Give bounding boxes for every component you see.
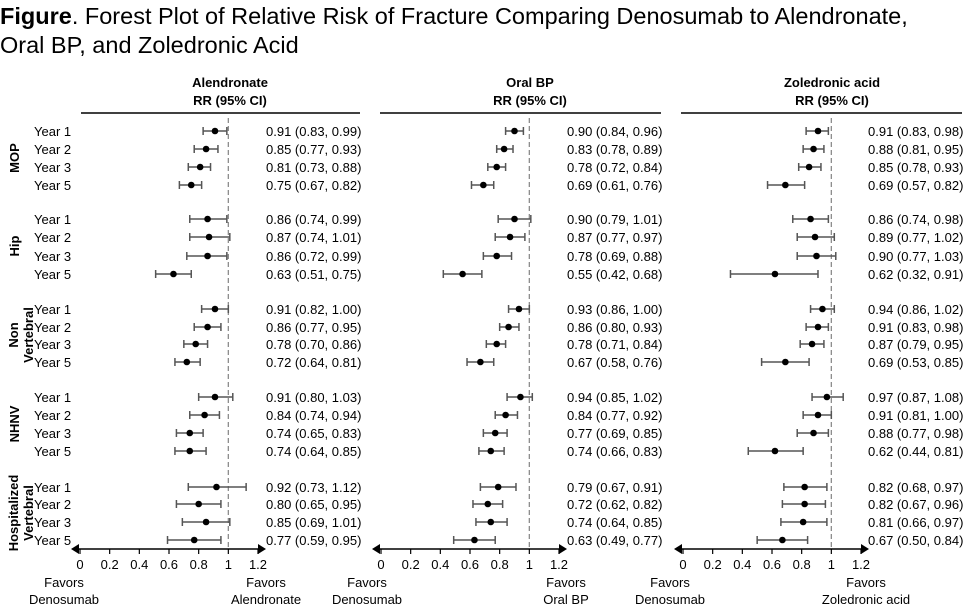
point-estimate bbox=[505, 324, 512, 331]
row-label-year: Year 1 bbox=[34, 302, 72, 317]
rr-ci-label: 0.79 (0.67, 0.91) bbox=[567, 480, 663, 495]
x-tick-label: 1 bbox=[224, 557, 232, 572]
point-estimate bbox=[824, 394, 831, 401]
group-label-line: Non bbox=[6, 322, 21, 348]
figure-title-prefix: Figure bbox=[0, 3, 72, 29]
point-estimate bbox=[809, 341, 816, 348]
point-estimate bbox=[502, 412, 509, 419]
rr-ci-label: 0.86 (0.80, 0.93) bbox=[567, 320, 663, 335]
rr-ci-label: 0.94 (0.86, 1.02) bbox=[868, 302, 964, 317]
point-estimate bbox=[471, 537, 478, 544]
point-estimate bbox=[204, 216, 211, 223]
row-label-year: Year 1 bbox=[34, 390, 72, 405]
point-estimate bbox=[203, 146, 210, 153]
group-label-line: Vertebral bbox=[21, 307, 36, 363]
point-estimate bbox=[204, 324, 211, 331]
point-estimate bbox=[810, 430, 817, 437]
rr-ci-label: 0.83 (0.78, 0.89) bbox=[567, 142, 663, 157]
point-estimate bbox=[493, 164, 500, 171]
x-tick-label: 0.6 bbox=[762, 557, 782, 572]
point-estimate bbox=[815, 128, 822, 135]
favors-left-line2: Denosumab bbox=[331, 592, 403, 605]
point-estimate bbox=[501, 146, 508, 153]
point-estimate bbox=[188, 182, 195, 189]
rr-ci-label: 0.87 (0.77, 0.97) bbox=[567, 230, 663, 245]
point-estimate bbox=[511, 216, 518, 223]
favors-left-line1: Favors bbox=[347, 575, 387, 590]
favors-left-line1: Favors bbox=[650, 575, 690, 590]
rr-ci-label: 0.85 (0.77, 0.93) bbox=[266, 142, 362, 157]
point-estimate bbox=[782, 359, 789, 366]
favors-left-line2: Denosumab bbox=[28, 592, 100, 605]
row-label-year: Year 3 bbox=[34, 160, 72, 175]
point-estimate bbox=[819, 306, 826, 313]
group-label bbox=[6, 307, 36, 363]
x-axis-arrow-right bbox=[258, 544, 266, 554]
row-label-year: Year 3 bbox=[34, 337, 72, 352]
favors-left-line2: Denosumab bbox=[634, 592, 706, 605]
x-axis-arrow-right bbox=[559, 544, 567, 554]
panel-header-comparator: Zoledronic acid bbox=[783, 75, 881, 90]
rr-ci-label: 0.77 (0.69, 0.85) bbox=[567, 426, 663, 441]
rr-ci-label: 0.91 (0.83, 0.98) bbox=[868, 124, 964, 139]
point-estimate bbox=[779, 537, 786, 544]
rr-ci-label: 0.81 (0.73, 0.88) bbox=[266, 160, 362, 175]
rr-ci-label: 0.72 (0.62, 0.82) bbox=[567, 497, 663, 512]
rr-ci-label: 0.86 (0.74, 0.99) bbox=[266, 212, 362, 227]
point-estimate bbox=[511, 128, 518, 135]
x-tick-label: 1 bbox=[827, 557, 835, 572]
rr-ci-label: 0.91 (0.83, 0.98) bbox=[868, 320, 964, 335]
x-tick-label: 0.2 bbox=[703, 557, 722, 572]
row-label-year: Year 2 bbox=[34, 230, 72, 245]
point-estimate bbox=[195, 501, 202, 508]
x-tick-label: 0 bbox=[377, 557, 385, 572]
point-estimate bbox=[203, 519, 210, 526]
group-label: NHNV bbox=[7, 405, 22, 443]
x-tick-label: 0.8 bbox=[189, 557, 208, 572]
rr-ci-label: 0.85 (0.78, 0.93) bbox=[868, 160, 964, 175]
row-label-year: Year 1 bbox=[34, 480, 72, 495]
row-label-year: Year 5 bbox=[34, 178, 72, 193]
point-estimate bbox=[485, 501, 492, 508]
favors-right-line1: Favors bbox=[546, 575, 586, 590]
point-estimate bbox=[801, 484, 808, 491]
rr-ci-label: 0.88 (0.77, 0.98) bbox=[868, 426, 964, 441]
x-tick-label: 0.2 bbox=[100, 557, 119, 572]
rr-ci-label: 0.97 (0.87, 1.08) bbox=[868, 390, 964, 405]
favors-left-line1: Favors bbox=[44, 575, 84, 590]
panel-header-comparator: Oral BP bbox=[506, 75, 554, 90]
row-label-year: Year 2 bbox=[34, 497, 72, 512]
group-label-line: Vertebral bbox=[21, 485, 36, 541]
rr-ci-label: 0.91 (0.81, 1.00) bbox=[868, 408, 964, 423]
rr-ci-label: 0.62 (0.44, 0.81) bbox=[868, 444, 964, 459]
x-axis-arrow-left bbox=[674, 544, 682, 554]
point-estimate bbox=[801, 501, 808, 508]
figure-title-line2: Oral BP, and Zoledronic Acid bbox=[0, 32, 299, 58]
row-label-year: Year 1 bbox=[34, 212, 72, 227]
rr-ci-label: 0.90 (0.77, 1.03) bbox=[868, 249, 964, 264]
point-estimate bbox=[806, 164, 813, 171]
rr-ci-label: 0.86 (0.74, 0.98) bbox=[868, 212, 964, 227]
group-label-line: Hospitalized bbox=[6, 474, 21, 552]
rr-ci-label: 0.78 (0.71, 0.84) bbox=[567, 337, 663, 352]
rr-ci-label: 0.77 (0.59, 0.95) bbox=[266, 533, 362, 548]
row-label-year: Year 5 bbox=[34, 355, 72, 370]
rr-ci-label: 0.84 (0.77, 0.92) bbox=[567, 408, 663, 423]
point-estimate bbox=[204, 253, 211, 260]
row-label-year: Year 5 bbox=[34, 533, 72, 548]
rr-ci-label: 0.75 (0.67, 0.82) bbox=[266, 178, 362, 193]
point-estimate bbox=[201, 412, 208, 419]
x-tick-label: 0 bbox=[76, 557, 84, 572]
figure-title-line1: . Forest Plot of Relative Risk of Fracture Comparing Denosumab to Alendronate, bbox=[71, 3, 908, 29]
rr-ci-label: 0.82 (0.68, 0.97) bbox=[868, 480, 964, 495]
rr-ci-label: 0.82 (0.67, 0.96) bbox=[868, 497, 964, 512]
point-estimate bbox=[813, 253, 820, 260]
x-tick-label: 0.2 bbox=[401, 557, 420, 572]
x-tick-label: 0 bbox=[679, 557, 687, 572]
x-tick-label: 0.4 bbox=[431, 557, 450, 572]
rr-ci-label: 0.90 (0.79, 1.01) bbox=[567, 212, 663, 227]
point-estimate bbox=[192, 341, 199, 348]
rr-ci-label: 0.67 (0.50, 0.84) bbox=[868, 533, 964, 548]
row-label-year: Year 2 bbox=[34, 320, 72, 335]
rr-ci-label: 0.91 (0.83, 0.99) bbox=[266, 124, 362, 139]
rr-ci-label: 0.91 (0.80, 1.03) bbox=[266, 390, 362, 405]
row-label-year: Year 3 bbox=[34, 249, 72, 264]
group-label bbox=[6, 475, 36, 552]
row-label-year: Year 5 bbox=[34, 444, 72, 459]
rr-ci-label: 0.90 (0.84, 0.96) bbox=[567, 124, 663, 139]
point-estimate bbox=[213, 484, 220, 491]
x-tick-label: 1.2 bbox=[549, 557, 569, 572]
rr-ci-label: 0.88 (0.81, 0.95) bbox=[868, 142, 964, 157]
rr-ci-label: 0.69 (0.53, 0.85) bbox=[868, 355, 964, 370]
rr-ci-label: 0.89 (0.77, 1.02) bbox=[868, 230, 964, 245]
point-estimate bbox=[206, 234, 213, 241]
rr-ci-label: 0.78 (0.70, 0.86) bbox=[266, 337, 362, 352]
point-estimate bbox=[492, 430, 499, 437]
point-estimate bbox=[480, 182, 487, 189]
rr-ci-label: 0.69 (0.61, 0.76) bbox=[567, 178, 663, 193]
point-estimate bbox=[493, 253, 500, 260]
point-estimate bbox=[812, 234, 819, 241]
rr-ci-label: 0.63 (0.49, 0.77) bbox=[567, 533, 663, 548]
rr-ci-label: 0.94 (0.85, 1.02) bbox=[567, 390, 663, 405]
favors-right-line2: Oral BP bbox=[543, 592, 589, 605]
rr-ci-label: 0.86 (0.72, 0.99) bbox=[266, 249, 362, 264]
x-tick-label: 0.6 bbox=[460, 557, 480, 572]
point-estimate bbox=[191, 537, 198, 544]
rr-ci-label: 0.74 (0.64, 0.85) bbox=[567, 515, 663, 530]
x-tick-label: 0.6 bbox=[159, 557, 179, 572]
rr-ci-label: 0.78 (0.72, 0.84) bbox=[567, 160, 663, 175]
point-estimate bbox=[772, 448, 779, 455]
point-estimate bbox=[184, 359, 191, 366]
rr-ci-label: 0.74 (0.66, 0.83) bbox=[567, 444, 663, 459]
point-estimate bbox=[507, 234, 514, 241]
rr-ci-label: 0.87 (0.74, 1.01) bbox=[266, 230, 362, 245]
rr-ci-label: 0.67 (0.58, 0.76) bbox=[567, 355, 663, 370]
x-tick-label: 1.2 bbox=[248, 557, 268, 572]
point-estimate bbox=[212, 128, 219, 135]
row-label-year: Year 3 bbox=[34, 515, 72, 530]
panel-header-ci: RR (95% CI) bbox=[193, 93, 267, 108]
x-tick-label: 0.8 bbox=[490, 557, 509, 572]
rr-ci-label: 0.63 (0.51, 0.75) bbox=[266, 267, 362, 282]
panel-header-ci: RR (95% CI) bbox=[795, 93, 869, 108]
point-estimate bbox=[516, 306, 523, 313]
row-label-year: Year 2 bbox=[34, 408, 72, 423]
rr-ci-label: 0.62 (0.32, 0.91) bbox=[868, 267, 964, 282]
rr-ci-label: 0.80 (0.65, 0.95) bbox=[266, 497, 362, 512]
point-estimate bbox=[170, 271, 177, 278]
point-estimate bbox=[782, 182, 789, 189]
x-tick-label: 0.8 bbox=[792, 557, 811, 572]
point-estimate bbox=[197, 164, 204, 171]
point-estimate bbox=[493, 341, 500, 348]
rr-ci-label: 0.74 (0.65, 0.83) bbox=[266, 426, 362, 441]
rr-ci-label: 0.81 (0.66, 0.97) bbox=[868, 515, 964, 530]
panel-header-comparator: Alendronate bbox=[192, 75, 268, 90]
rr-ci-label: 0.69 (0.57, 0.82) bbox=[868, 178, 964, 193]
point-estimate bbox=[186, 430, 193, 437]
row-label-year: Year 1 bbox=[34, 124, 72, 139]
rr-ci-label: 0.74 (0.64, 0.85) bbox=[266, 444, 362, 459]
point-estimate bbox=[212, 306, 219, 313]
favors-right-line2: Alendronate bbox=[230, 592, 302, 605]
point-estimate bbox=[477, 359, 484, 366]
x-tick-label: 0.4 bbox=[733, 557, 752, 572]
x-axis-arrow-left bbox=[372, 544, 380, 554]
favors-right-line1: Favors bbox=[246, 575, 286, 590]
point-estimate bbox=[810, 146, 817, 153]
group-label: MOP bbox=[7, 143, 22, 173]
x-tick-label: 0.4 bbox=[130, 557, 149, 572]
rr-ci-label: 0.92 (0.73, 1.12) bbox=[266, 480, 362, 495]
point-estimate bbox=[807, 216, 814, 223]
point-estimate bbox=[459, 271, 466, 278]
point-estimate bbox=[800, 519, 807, 526]
point-estimate bbox=[487, 519, 494, 526]
favors-right-line2: Zoledronic acid bbox=[821, 592, 911, 605]
x-axis-arrow-left bbox=[71, 544, 79, 554]
row-label-year: Year 2 bbox=[34, 142, 72, 157]
rr-ci-label: 0.84 (0.74, 0.94) bbox=[266, 408, 362, 423]
point-estimate bbox=[815, 412, 822, 419]
point-estimate bbox=[815, 324, 822, 331]
rr-ci-label: 0.93 (0.86, 1.00) bbox=[567, 302, 663, 317]
x-tick-label: 1 bbox=[525, 557, 533, 572]
rr-ci-label: 0.72 (0.64, 0.81) bbox=[266, 355, 362, 370]
rr-ci-label: 0.87 (0.79, 0.95) bbox=[868, 337, 964, 352]
rr-ci-label: 0.55 (0.42, 0.68) bbox=[567, 267, 663, 282]
favors-right-line1: Favors bbox=[846, 575, 886, 590]
point-estimate bbox=[772, 271, 779, 278]
point-estimate bbox=[487, 448, 494, 455]
panel-header-ci: RR (95% CI) bbox=[493, 93, 567, 108]
rr-ci-label: 0.78 (0.69, 0.88) bbox=[567, 249, 663, 264]
group-label: Hip bbox=[7, 235, 22, 257]
x-tick-label: 1.2 bbox=[851, 557, 871, 572]
rr-ci-label: 0.91 (0.82, 1.00) bbox=[266, 302, 362, 317]
rr-ci-label: 0.85 (0.69, 1.01) bbox=[266, 515, 362, 530]
row-label-year: Year 5 bbox=[34, 267, 72, 282]
point-estimate bbox=[517, 394, 524, 401]
point-estimate bbox=[212, 394, 219, 401]
point-estimate bbox=[495, 484, 502, 491]
point-estimate bbox=[186, 448, 193, 455]
rr-ci-label: 0.86 (0.77, 0.95) bbox=[266, 320, 362, 335]
row-label-year: Year 3 bbox=[34, 426, 72, 441]
